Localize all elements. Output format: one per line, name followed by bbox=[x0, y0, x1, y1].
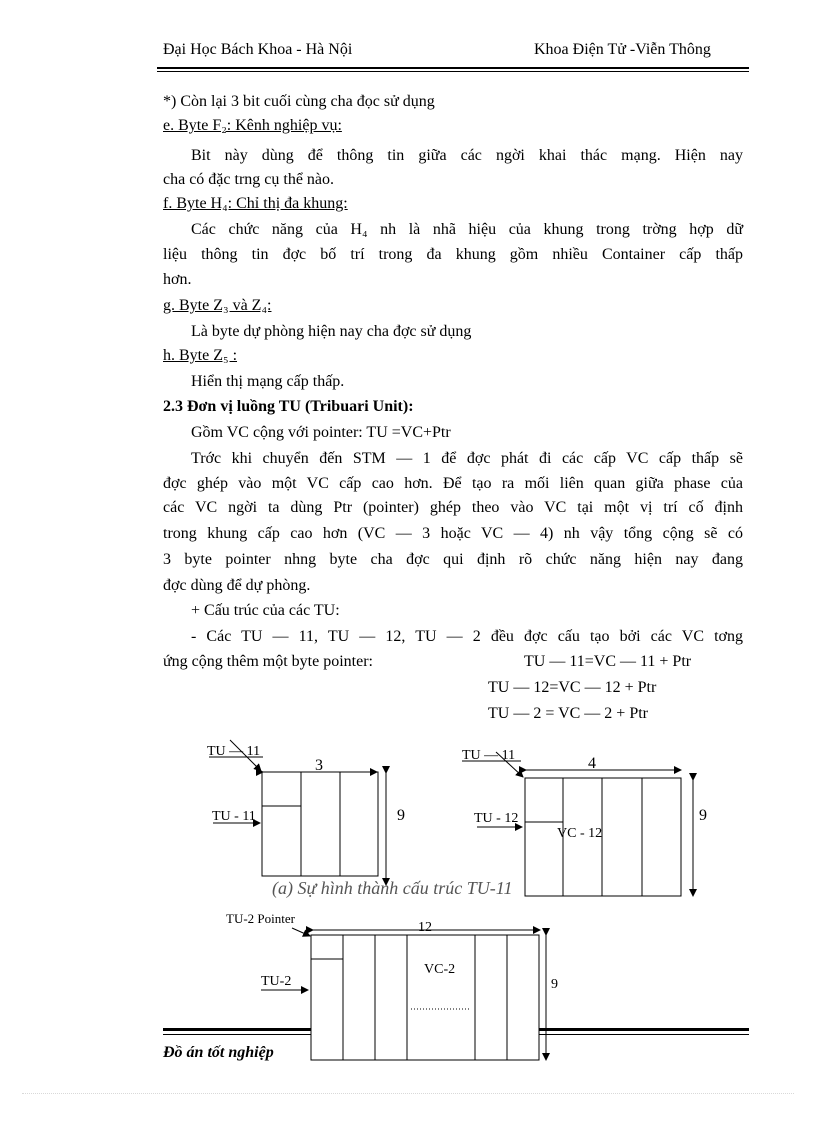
label-c-pointer: TU-2 Pointer bbox=[226, 911, 295, 926]
text-line: Trớc khi chuyển đến STM — 1 để đợc phát đi các cấp VC cấp thấp sẽ bbox=[191, 450, 743, 467]
label-c-width: 12 bbox=[418, 920, 432, 935]
text-line: đợc dùng để dự phòng. bbox=[163, 577, 311, 594]
label-a-pointer: TU — 11 bbox=[207, 744, 261, 759]
text-line: - Các TU — 11, TU — 12, TU — 2 đều đợc cấu tạo bởi các VC tơng bbox=[191, 628, 743, 645]
label-a-side: TU - 11 bbox=[212, 809, 256, 824]
diagram-mask bbox=[312, 1036, 538, 1059]
text-line: Bit này dùng để thông tin giữa các ngời khai thác mạng. Hiện nay bbox=[191, 147, 743, 164]
formula-tu2: TU — 2 = VC — 2 + Ptr bbox=[488, 705, 648, 722]
label-b-side: TU - 12 bbox=[474, 811, 519, 826]
subheading-e: e. Byte F₂: Kênh nghiệp vụ: bbox=[163, 117, 342, 134]
footer-rule-thin-right bbox=[539, 1034, 749, 1035]
header-left: Đại Học Bách Khoa - Hà Nội bbox=[163, 41, 353, 58]
text-line: Gồm VC cộng với pointer: TU =VC+Ptr bbox=[191, 424, 451, 441]
label-c-height: 9 bbox=[551, 977, 558, 992]
subheading-f: f. Byte H₄: Chỉ thị đa khung: bbox=[163, 195, 348, 212]
label-b-pointer: TU — 11 bbox=[462, 748, 516, 763]
text-line: ứng cộng thêm một byte pointer: bbox=[163, 653, 373, 670]
text-line: 3 byte pointer nhng byte cha đợc qui định rõ chức năng hiện nay đang bbox=[163, 551, 743, 568]
frame-box bbox=[525, 778, 681, 896]
text-line: đợc ghép vào một VC cấp cao hơn. Để tạo ra mối liên quan giữa phase của bbox=[163, 475, 743, 492]
subheading-g: g. Byte Z₃ và Z₄: bbox=[163, 297, 272, 314]
text-line: cha có đặc trng cụ thể nào. bbox=[163, 171, 335, 188]
footer-rule-thick-right bbox=[539, 1028, 749, 1031]
subheading-h: h. Byte Z₅ : bbox=[163, 347, 238, 364]
text-line: liệu thông tin đợc bố trí trong đa khung gồm nhiều Container cấp thấp bbox=[163, 246, 743, 263]
label-b-inner: VC - 12 bbox=[557, 826, 603, 841]
label-b-width: 4 bbox=[588, 755, 596, 772]
footer-rule-thick-left bbox=[163, 1028, 311, 1031]
text-line: hơn. bbox=[163, 271, 192, 288]
section-heading: 2.3 Đơn vị luồng TU (Tribuari Unit): bbox=[163, 398, 414, 415]
text-line: Là byte dự phòng hiện nay cha đợc sử dụng bbox=[191, 323, 472, 340]
text-line: trong khung cấp cao hơn (VC — 3 hoặc VC — 4) nh vậy tổng cộng sẽ có bbox=[163, 525, 743, 542]
label-c-inner: VC-2 bbox=[424, 962, 456, 977]
text-line: Hiển thị mạng cấp thấp. bbox=[191, 373, 345, 390]
formula-tu11: TU — 11=VC — 11 + Ptr bbox=[524, 653, 692, 670]
formula-tu12: TU — 12=VC — 12 + Ptr bbox=[488, 679, 657, 696]
page-bottom-dotted-line bbox=[22, 1093, 794, 1094]
label-b-height: 9 bbox=[699, 807, 707, 824]
figure-caption: (a) Sự hình thành cấu trúc TU-11 bbox=[272, 878, 513, 898]
pointer-arrow bbox=[292, 928, 310, 936]
header-right: Khoa Điện Tử -Viễn Thông bbox=[534, 41, 711, 58]
text-line: các VC ngời ta dùng Ptr (pointer) ghép theo vào VC tại một vị trí cố định bbox=[163, 499, 743, 516]
frame-box bbox=[262, 772, 378, 876]
footer-rule-thin-left bbox=[163, 1034, 311, 1035]
text-line: *) Còn lại 3 bit cuối cùng cha đọc sử dụng bbox=[163, 93, 435, 110]
label-a-width: 3 bbox=[315, 757, 323, 774]
label-a-height: 9 bbox=[397, 807, 405, 824]
label-c-side: TU-2 bbox=[261, 974, 292, 989]
footer-text: Đồ án tốt nghiệp bbox=[163, 1044, 274, 1061]
text-line: + Cấu trúc của các TU: bbox=[191, 602, 340, 619]
text-line: Các chức năng của H₄ nh là nhã hiệu của khung trong trờng hợp dữ bbox=[191, 221, 743, 238]
